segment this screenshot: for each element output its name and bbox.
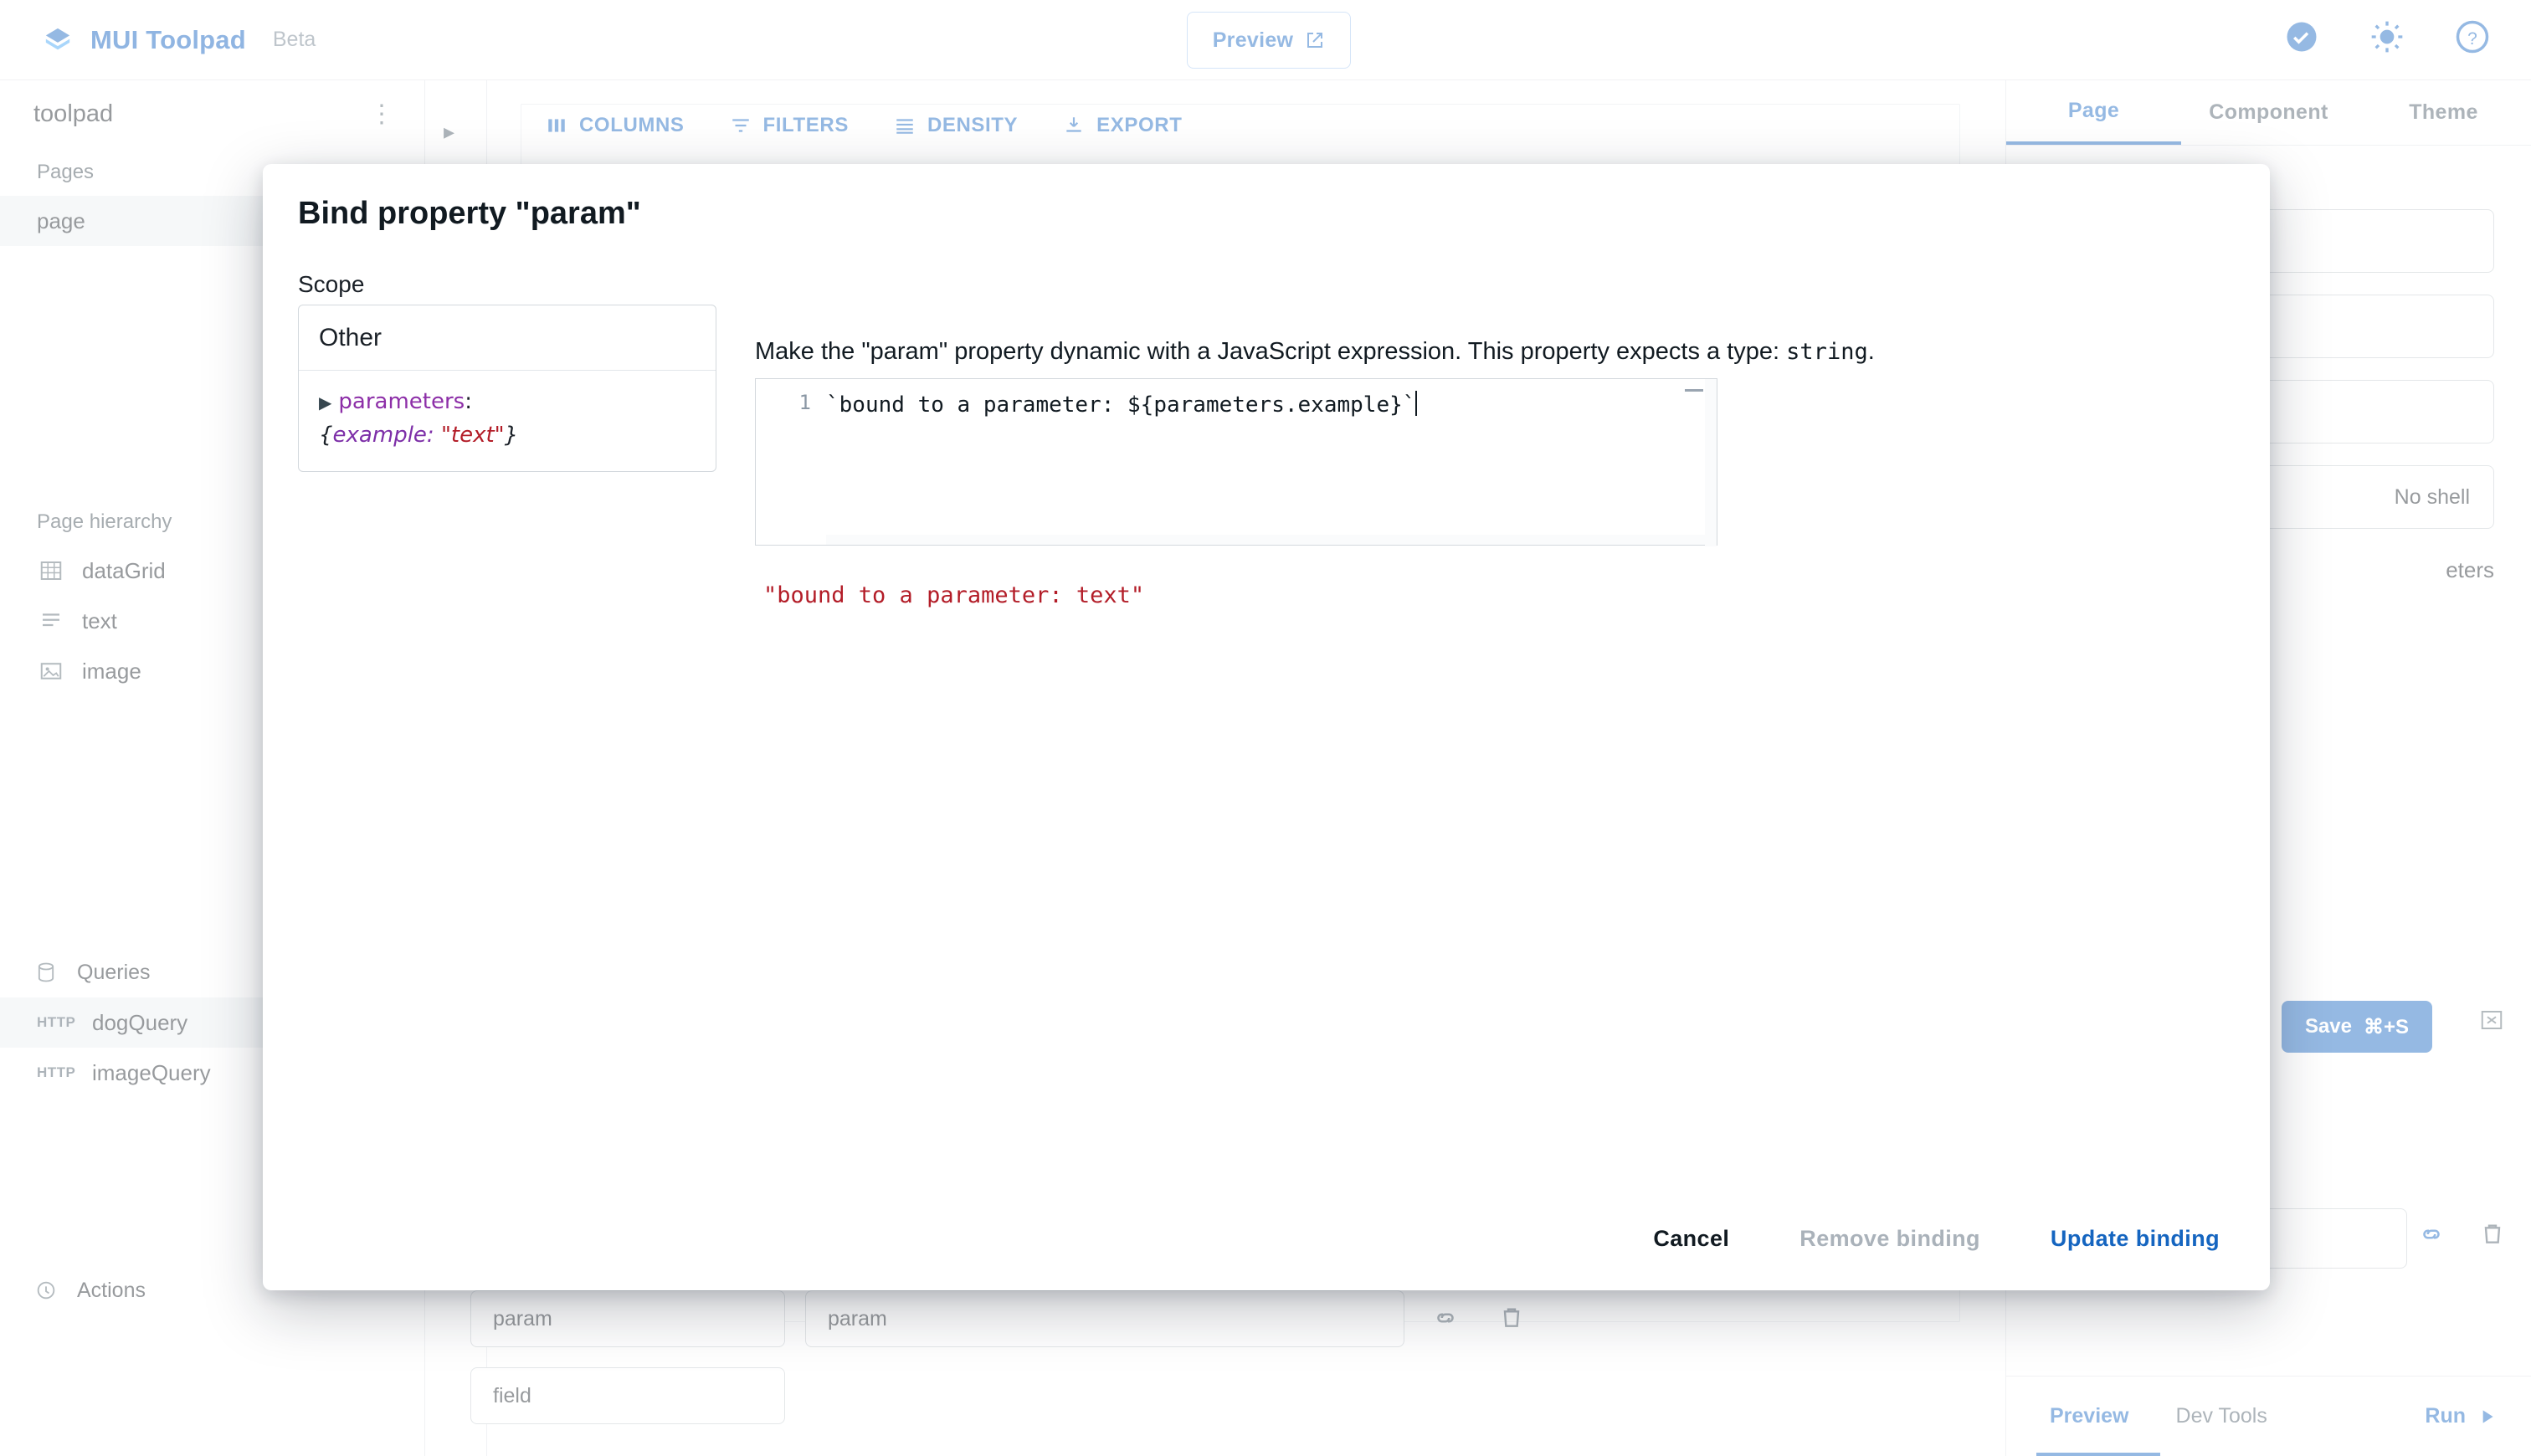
remove-binding-button[interactable]: Remove binding: [1788, 1218, 1992, 1260]
editor-horizontal-scrollbar[interactable]: [826, 535, 1705, 545]
editor-line-number: 1: [798, 391, 811, 414]
scope-header: Other: [299, 305, 716, 371]
tree-key-parameters: parameters: [338, 389, 465, 414]
dialog-description: [755, 338, 2220, 366]
editor-minimap-tick: [1685, 389, 1703, 392]
tree-colon: :: [465, 389, 472, 414]
editor-code-line[interactable]: [826, 391, 1708, 418]
dialog-description-prefix: Make the "param" property dynamic with a JavaScript expression. This property expects a type:: [755, 338, 1787, 365]
scope-tree-row[interactable]: [319, 389, 716, 414]
tree-open-brace: {: [319, 423, 333, 448]
dialog-description-type: string: [1786, 339, 1868, 365]
tree-close-brace: }: [504, 423, 519, 448]
expression-preview-output: "bound to a parameter: text": [763, 582, 1145, 608]
expression-editor[interactable]: [755, 378, 1717, 546]
tree-expand-icon[interactable]: ▶: [319, 392, 332, 413]
editor-caret: [1415, 391, 1417, 416]
scope-tree: [299, 371, 716, 448]
tree-value-text: "text": [440, 423, 505, 448]
bind-property-dialog: [263, 164, 2270, 1290]
scope-box: [298, 305, 716, 472]
dialog-title: Bind property "param": [298, 196, 641, 231]
dialog-description-suffix: .: [1867, 338, 1875, 365]
cancel-button[interactable]: Cancel: [1641, 1218, 1741, 1260]
editor-vertical-scrollbar[interactable]: [1705, 379, 1717, 546]
update-binding-button[interactable]: Update binding: [2039, 1218, 2231, 1260]
scope-label: Scope: [298, 271, 365, 297]
dialog-actions: [1641, 1218, 2231, 1260]
editor-code-text: `bound to a parameter: ${parameters.example}`: [826, 392, 1416, 418]
tree-prop-example: example:: [332, 423, 441, 448]
scope-tree-value-row: [319, 423, 716, 448]
